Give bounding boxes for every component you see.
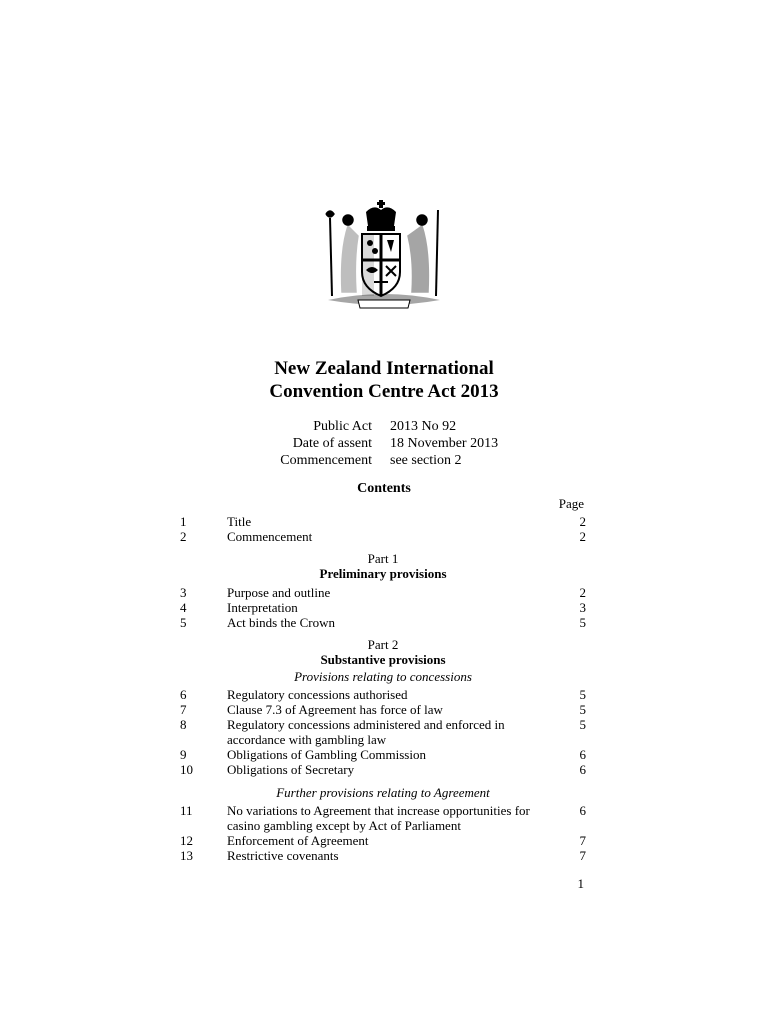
- toc-number: 5: [180, 615, 187, 630]
- toc-page: 5: [579, 615, 586, 630]
- toc-entry[interactable]: [180, 762, 586, 777]
- crown-icon: [366, 200, 396, 231]
- toc-page: 2: [579, 585, 586, 600]
- toc-entry[interactable]: [180, 717, 586, 747]
- toc-page: 3: [579, 600, 586, 615]
- toc-entry[interactable]: [180, 615, 586, 630]
- toc-number: 4: [180, 600, 187, 615]
- toc-title: Clause 7.3 of Agreement has force of law: [227, 702, 443, 717]
- toc-title: Commencement: [227, 529, 313, 544]
- toc-number: 12: [180, 833, 193, 848]
- toc-page: 2: [579, 514, 586, 529]
- part-title: Preliminary provisions: [319, 566, 447, 581]
- toc-group-part2-concessions: [180, 687, 586, 777]
- toc-entry[interactable]: [180, 833, 586, 848]
- toc-page: 7: [579, 833, 586, 848]
- toc-subheading: Provisions relating to concessions: [294, 669, 472, 684]
- fern-base-icon: [328, 294, 440, 308]
- act-title-line1: New Zealand International: [274, 358, 494, 379]
- toc-number: 8: [180, 717, 187, 732]
- left-supporter-figure: [326, 211, 358, 296]
- detail-label: Commencement: [280, 453, 372, 468]
- right-supporter-figure: [408, 210, 438, 296]
- toc-number: 7: [180, 702, 187, 717]
- toc-page: 5: [579, 687, 586, 702]
- toc-page: 6: [579, 762, 586, 777]
- toc-entry[interactable]: [180, 803, 586, 833]
- toc-entry[interactable]: [180, 747, 586, 762]
- toc-entry[interactable]: [180, 585, 586, 600]
- detail-value: 18 November 2013: [390, 436, 499, 451]
- detail-value: 2013 No 92: [390, 419, 457, 434]
- toc-group-part2-agreement: [180, 803, 586, 863]
- act-title: [184, 357, 584, 403]
- toc-number: 1: [180, 514, 187, 529]
- page-column-heading: Page: [558, 496, 584, 511]
- part-label: Part 1: [367, 551, 399, 566]
- toc-title: Regulatory concessions authorised: [227, 687, 408, 702]
- toc-number: 10: [180, 762, 193, 777]
- toc-page: 6: [579, 803, 586, 818]
- detail-label: Public Act: [313, 419, 372, 434]
- detail-value: see section 2: [390, 453, 462, 468]
- page-number: 1: [577, 876, 584, 891]
- act-title-line2: Convention Centre Act 2013: [269, 381, 499, 402]
- toc-number: 6: [180, 687, 187, 702]
- toc-title: Enforcement of Agreement: [227, 833, 369, 848]
- toc-number: 13: [180, 848, 193, 863]
- toc-subheading: Further provisions relating to Agreement: [276, 785, 490, 800]
- toc-page: 6: [579, 747, 586, 762]
- coat-of-arms-emblem: [318, 200, 450, 312]
- toc-page: 5: [579, 702, 586, 717]
- toc-page: 5: [579, 717, 586, 732]
- part-label: Part 2: [367, 637, 399, 652]
- toc-group-preamble: [180, 514, 586, 544]
- toc-entry[interactable]: [180, 600, 586, 615]
- toc-title: Interpretation: [227, 600, 298, 615]
- part-title: Substantive provisions: [320, 652, 446, 667]
- toc-title: Regulatory concessions administered and enforced in accordance with gambling law: [227, 717, 505, 747]
- contents-heading: Contents: [357, 481, 411, 496]
- detail-row: [0, 435, 768, 452]
- part2-heading: [180, 637, 586, 667]
- toc-title: No variations to Agreement that increase opportunities for casino gambling except by Act of Parliament: [227, 803, 530, 833]
- toc-page: 2: [579, 529, 586, 544]
- part1-heading: [180, 551, 586, 581]
- toc-number: 9: [180, 747, 187, 762]
- toc-title: Obligations of Secretary: [227, 762, 355, 777]
- toc-number: 3: [180, 585, 187, 600]
- toc-number: 2: [180, 529, 187, 544]
- toc-entry[interactable]: [180, 702, 586, 717]
- toc-title: Title: [227, 514, 252, 529]
- detail-label: Date of assent: [292, 436, 372, 451]
- shield-icon: [362, 234, 400, 296]
- toc-title: Obligations of Gambling Commission: [227, 747, 426, 762]
- toc-entry[interactable]: [180, 514, 586, 529]
- toc-entry[interactable]: [180, 848, 586, 863]
- toc-group-part1: [180, 585, 586, 630]
- detail-row: [0, 452, 768, 469]
- toc-title: Restrictive covenants: [227, 848, 339, 863]
- toc-number: 11: [180, 803, 193, 818]
- act-details: [0, 418, 768, 469]
- toc-entry[interactable]: [180, 529, 586, 544]
- toc-title: Purpose and outline: [227, 585, 331, 600]
- toc-entry[interactable]: [180, 687, 586, 702]
- detail-row: [0, 418, 768, 435]
- toc-title: Act binds the Crown: [227, 615, 335, 630]
- toc-page: 7: [579, 848, 586, 863]
